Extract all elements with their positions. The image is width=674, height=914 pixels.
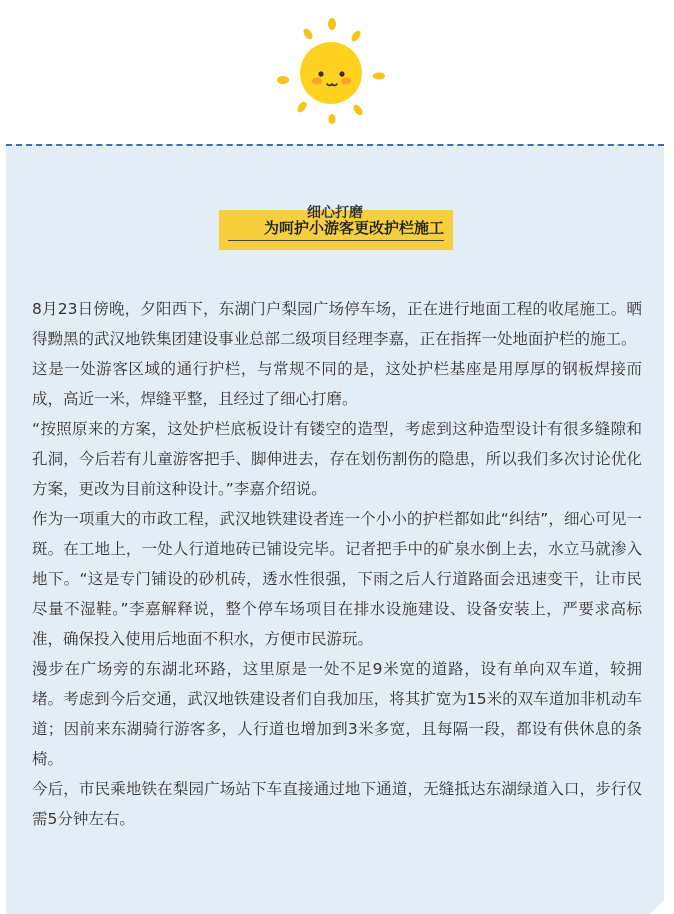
smiling-sun-icon	[270, 12, 390, 127]
right-cheek	[341, 78, 351, 85]
left-eye	[318, 71, 323, 76]
sun-face	[300, 42, 362, 104]
paragraph: 作为一项重大的市政工程，武汉地铁建设者连一个小小的护栏都如此“纠结”，细心可见一斑。在工地上，一处人行道地砖已铺设完毕。记者把手中的矿泉水倒上去，水立马就渗入地下。“这是专门铺设的砂机砖，透水性很强，下雨之后人行道路面会迅速变干，让市民尽量不湿鞋。”李嘉解释说，整个停车场项目在排水设施建设、设备安装上，严要求高标准，确保投入使用后地面不积水，方便市民游玩。	[32, 510, 642, 648]
section-kicker: 细心打磨	[307, 205, 363, 221]
sun-illustration	[270, 12, 390, 127]
article-card	[6, 144, 664, 914]
article-body	[32, 294, 642, 834]
section-title: 为呵护小游客更改护栏施工	[228, 217, 444, 241]
right-eye	[339, 71, 344, 76]
left-cheek	[312, 78, 322, 85]
paragraph: 这是一处游客区域的通行护栏，与常规不同的是，这处护栏基座是用厚厚的钢板焊接而成，高近一米，焊缝平整，且经过了细心打磨。	[32, 360, 642, 408]
paragraph: 漫步在广场旁的东湖北环路，这里原是一处不足9米宽的道路，设有单向双车道，较拥堵。考虑到今后交通，武汉地铁建设者们自我加压，将其扩宽为15米的双车道加非机动车道；因前来东湖骑行游客多，人行道也增加到3米多宽，且每隔一段，都设有供休息的条椅。	[32, 660, 642, 768]
paragraph: 8月23日傍晚，夕阳西下，东湖门户梨园广场停车场，正在进行地面工程的收尾施工。晒得黝黑的武汉地铁集团建设事业总部二级项目经理李嘉，正在指挥一处地面护栏的施工。	[32, 300, 642, 348]
paragraph: 今后，市民乘地铁在梨园广场站下车直接通过地下通道，无缝抵达东湖绿道入口，步行仅需5分钟左右。	[32, 780, 642, 828]
paragraph: “按照原来的方案，这处护栏底板设计有镂空的造型，考虑到这种造型设计有很多缝隙和孔洞，今后若有儿童游客把手、脚伸进去，存在划伤割伤的隐患，所以我们多次讨论优化方案，更改为目前这种设计。”李嘉介绍说。	[32, 420, 642, 498]
